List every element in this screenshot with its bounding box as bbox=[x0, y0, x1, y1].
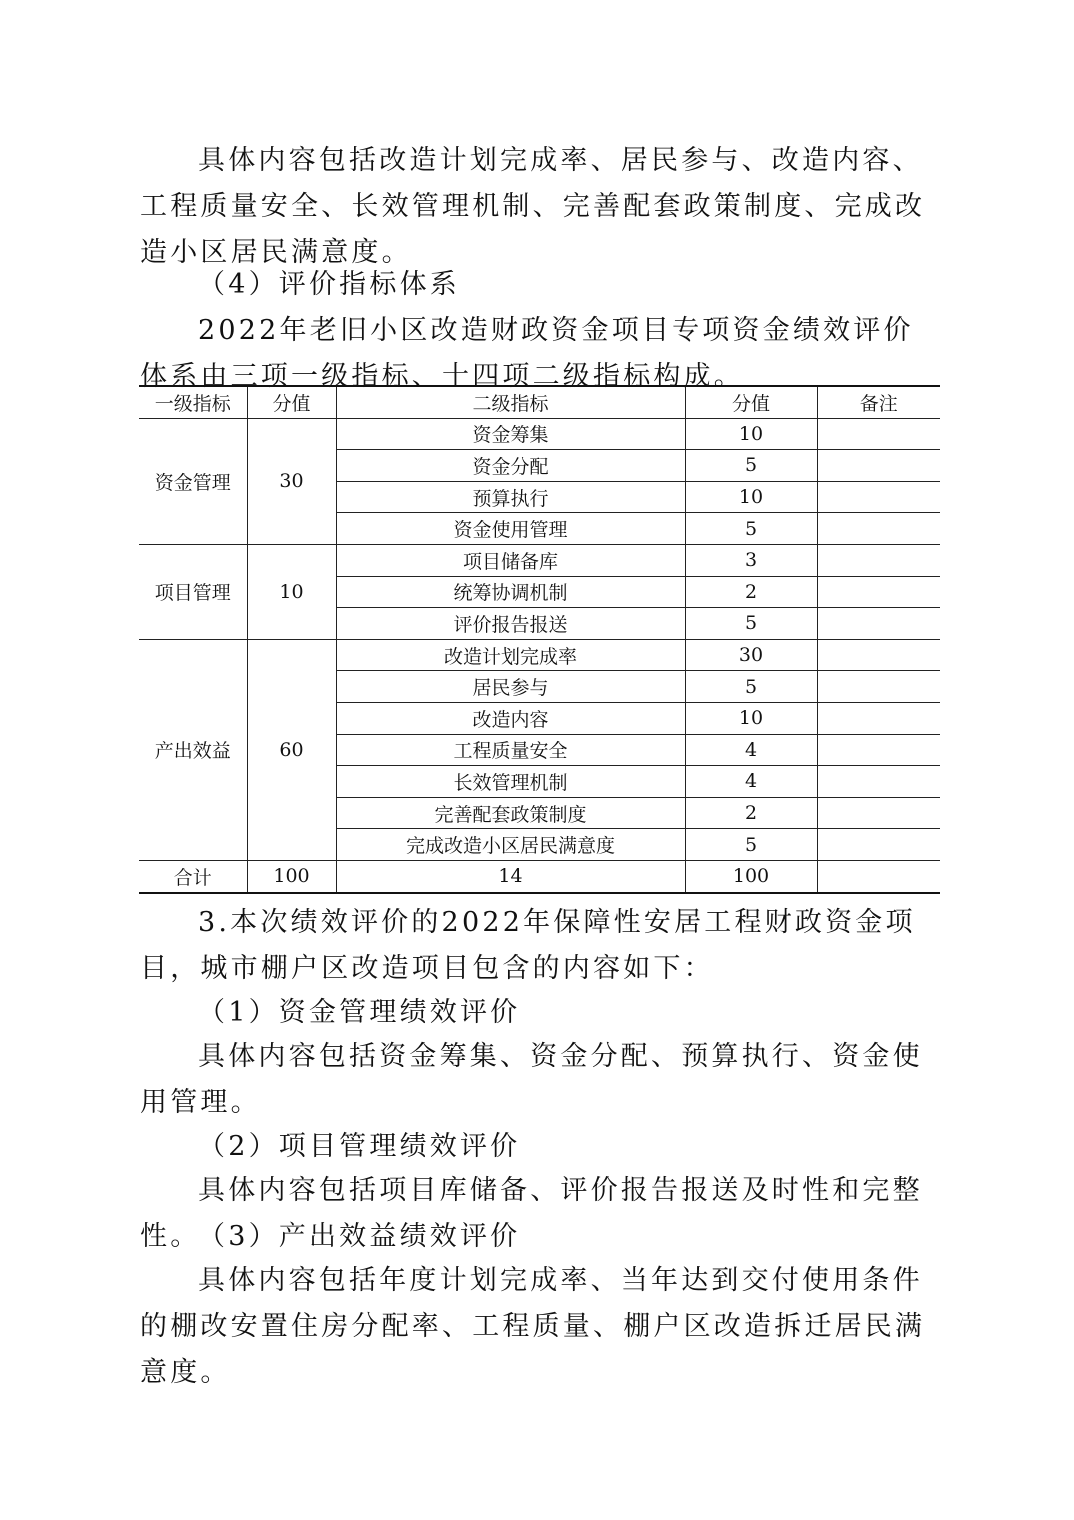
section-4-heading: （4）评价指标体系 bbox=[198, 269, 460, 300]
level2-name: 改造内容 bbox=[336, 702, 685, 734]
level2-name: 完善配套政策制度 bbox=[336, 797, 685, 829]
level2-name: 资金分配 bbox=[336, 450, 685, 482]
level1-name: 资金管理 bbox=[139, 418, 247, 544]
remarks-cell bbox=[817, 734, 940, 766]
remarks-cell bbox=[817, 576, 940, 608]
level2-name: 资金筹集 bbox=[336, 418, 685, 450]
header-score: 分值 bbox=[247, 386, 336, 418]
table-row bbox=[139, 418, 940, 450]
remarks-cell bbox=[817, 639, 940, 671]
level2-score: 5 bbox=[685, 671, 817, 703]
remarks-cell bbox=[817, 766, 940, 798]
level2-name: 完成改造小区居民满意度 bbox=[336, 829, 685, 861]
level2-name: 工程质量安全 bbox=[336, 734, 685, 766]
level2-score: 3 bbox=[685, 544, 817, 576]
level2-name: 评价报告报送 bbox=[336, 608, 685, 640]
remarks-cell bbox=[817, 513, 940, 545]
remarks-cell bbox=[817, 544, 940, 576]
header-level1: 一级指标 bbox=[139, 386, 247, 418]
level2-score: 5 bbox=[685, 450, 817, 482]
level2-name: 预算执行 bbox=[336, 481, 685, 513]
sub-3-text: 具体内容包括年度计划完成率、当年达到交付使用条件的棚改安置住房分配率、工程质量、棚户区改造拆迁居民满意度。 bbox=[140, 1265, 926, 1388]
sub-2-text: 具体内容包括项目库储备、评价报告报送及时性和完整性。 bbox=[140, 1175, 923, 1252]
sub-1-text: 具体内容包括资金筹集、资金分配、预算执行、资金使用管理。 bbox=[140, 1041, 923, 1118]
remarks-cell bbox=[817, 702, 940, 734]
sub-1-heading: （1）资金管理绩效评价 bbox=[198, 997, 521, 1028]
level2-name: 长效管理机制 bbox=[336, 766, 685, 798]
level2-name: 项目储备库 bbox=[336, 544, 685, 576]
intro-paragraph: 具体内容包括改造计划完成率、居民参与、改造内容、工程质量安全、长效管理机制、完善配套政策制度、完成改造小区居民满意度。 bbox=[140, 145, 926, 268]
remarks-cell bbox=[817, 418, 940, 450]
level2-score: 5 bbox=[685, 829, 817, 861]
remarks-cell bbox=[817, 481, 940, 513]
table-row bbox=[139, 544, 940, 576]
table-header-row bbox=[139, 386, 940, 418]
total-row bbox=[139, 860, 940, 892]
level2-score: 4 bbox=[685, 734, 817, 766]
level2-score: 10 bbox=[685, 481, 817, 513]
level2-score: 2 bbox=[685, 797, 817, 829]
total-label: 合计 bbox=[139, 860, 247, 892]
table-row bbox=[139, 639, 940, 671]
level2-score: 30 bbox=[685, 639, 817, 671]
level2-name: 居民参与 bbox=[336, 671, 685, 703]
level1-score: 60 bbox=[247, 639, 336, 860]
level2-score: 5 bbox=[685, 513, 817, 545]
level1-score: 30 bbox=[247, 418, 336, 544]
level1-name: 项目管理 bbox=[139, 544, 247, 639]
evaluation-metrics-table bbox=[139, 385, 940, 894]
paragraph-3: 3.本次绩效评价的2022年保障性安居工程财政资金项目，城市棚户区改造项目包含的内容如下： bbox=[140, 907, 916, 984]
level2-name: 改造计划完成率 bbox=[336, 639, 685, 671]
metrics-table-body bbox=[139, 386, 940, 893]
level2-score: 5 bbox=[685, 608, 817, 640]
level2-name: 资金使用管理 bbox=[336, 513, 685, 545]
header-sub-score: 分值 bbox=[685, 386, 817, 418]
total-score: 100 bbox=[247, 860, 336, 892]
level1-name: 产出效益 bbox=[139, 639, 247, 860]
total-count: 14 bbox=[336, 860, 685, 892]
level2-score: 2 bbox=[685, 576, 817, 608]
header-remarks: 备注 bbox=[817, 386, 940, 418]
level2-name: 统筹协调机制 bbox=[336, 576, 685, 608]
remarks-cell bbox=[817, 829, 940, 861]
remarks-cell bbox=[817, 797, 940, 829]
remarks-cell bbox=[817, 608, 940, 640]
header-level2: 二级指标 bbox=[336, 386, 685, 418]
total-sub-score: 100 bbox=[685, 860, 817, 892]
level2-score: 4 bbox=[685, 766, 817, 798]
level1-score: 10 bbox=[247, 544, 336, 639]
remarks-cell bbox=[817, 860, 940, 892]
remarks-cell bbox=[817, 450, 940, 482]
sub-3-heading: （3）产出效益绩效评价 bbox=[198, 1221, 521, 1252]
remarks-cell bbox=[817, 671, 940, 703]
section-4-text: 2022年老旧小区改造财政资金项目专项资金绩效评价体系由三项一级指标、十四项二级指标构成。 bbox=[140, 315, 914, 392]
sub-2-heading: （2）项目管理绩效评价 bbox=[198, 1131, 521, 1162]
level2-score: 10 bbox=[685, 418, 817, 450]
level2-score: 10 bbox=[685, 702, 817, 734]
